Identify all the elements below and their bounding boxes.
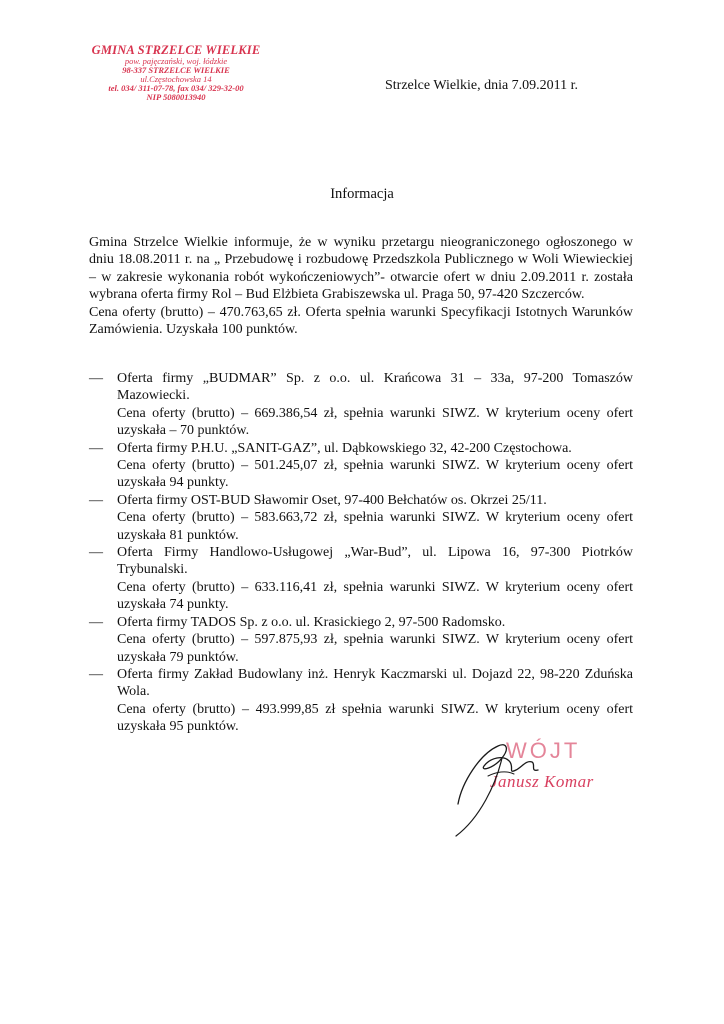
signature-name: Janusz Komar <box>490 772 594 791</box>
stamp-county: pow. pajęczański, woj. łódzkie <box>124 56 228 67</box>
offer-dash: — <box>89 492 103 508</box>
offer-item <box>89 614 633 666</box>
offer-firm: Oferta firmy „BUDMAR” Sp. z o.o. ul. Krańcowa 31 – 33a, 97-200 Tomaszów Mazowiecki. <box>117 371 633 404</box>
document-heading: Informacja <box>330 186 394 202</box>
stamp-postcode: 98-337 STRZELCE WIELKIE <box>122 65 230 76</box>
offer-detail: Cena oferty (brutto) – 669.386,54 zł, spełnia warunki SIWZ. W kryterium oceny ofert uzyskała – 70 punktów. <box>117 405 633 439</box>
letterhead-stamp <box>86 44 266 102</box>
intro-paragraph: Gmina Strzelce Wielkie informuje, że w wyniku przetargu nieograniczonego ogłoszonego w dniu 18.08.2011 r. na „ Przebudowę i rozbudowę Przedszkola Publicznego w Woli Wiewieckiej – w zakresie wykonania robót wykończeniowych”- otwarcie ofert w dniu 2.09.2011 r. została wybrana oferta firmy Rol – Bud Elżbieta Grabiszewska ul. Praga 50, 97-420 Szczerców. <box>89 235 633 303</box>
intro-section <box>89 234 633 338</box>
offer-detail: Cena oferty (brutto) – 501.245,07 zł, spełnia warunki SIWZ. W kryterium oceny ofert uzyskała 94 punkty. <box>117 458 633 491</box>
offer-dash: — <box>89 545 103 561</box>
offer-dash: — <box>89 666 103 682</box>
offer-item <box>89 544 633 614</box>
offer-detail: Cena oferty (brutto) – 633.116,41 zł, spełnia warunki SIWZ. W kryterium oceny ofert uzyskała 74 punkty. <box>117 579 633 613</box>
offer-dash: — <box>89 614 103 630</box>
offer-item <box>89 666 633 736</box>
signature-block <box>440 732 640 842</box>
offer-item <box>89 370 633 440</box>
offer-detail: Cena oferty (brutto) – 597.875,93 zł, spełnia warunki SIWZ. W kryterium oceny ofert uzyskała 79 punktów. <box>117 632 633 665</box>
handwritten-signature-icon <box>440 732 640 842</box>
offer-firm: Oferta firmy TADOS Sp. z o.o. ul. Krasickiego 2, 97-500 Radomsko. <box>117 614 506 630</box>
offer-firm: Oferta firmy Zakład Budowlany inż. Henryk Kaczmarski ul. Dojazd 22, 98-220 Zduńska Wola. <box>117 666 633 700</box>
signature-title: WÓJT <box>506 738 581 763</box>
winning-offer-paragraph: Cena oferty (brutto) – 470.763,65 zł. Oferta spełnia warunki Specyfikacji Istotnych Warunków Zamówienia. Uzyskała 100 punktów. <box>89 304 633 338</box>
stamp-title: GMINA STRZELCE WIELKIE <box>91 43 261 57</box>
offer-firm: Oferta firmy P.H.U. „SANIT-GAZ”, ul. Dąbkowskiego 32, 42-200 Częstochowa. <box>117 440 572 456</box>
stamp-nip: NIP 5080013940 <box>146 91 206 102</box>
offer-detail: Cena oferty (brutto) – 493.999,85 zł spełnia warunki SIWZ. W kryterium oceny ofert uzyskała 95 punktów. <box>117 701 633 735</box>
offer-dash: — <box>89 440 103 456</box>
stamp-phone: tel. 034/ 311-07-78, fax 034/ 329-32-00 <box>108 82 244 93</box>
offer-detail: Cena oferty (brutto) – 583.663,72 zł, spełnia warunki SIWZ. W kryterium oceny ofert uzyskała 81 punktów. <box>117 510 633 543</box>
stamp-street: ul.Częstochowska 14 <box>140 73 212 84</box>
offer-item <box>89 440 633 492</box>
date-line: Strzelce Wielkie, dnia 7.09.2011 r. <box>385 78 579 93</box>
offer-dash: — <box>89 371 103 386</box>
offer-firm: Oferta Firmy Handlowo-Usługowej „War-Bud”, ul. Lipowa 16, 97-300 Piotrków Trybunalski. <box>117 545 633 578</box>
offers-list <box>89 370 633 736</box>
offer-firm: Oferta firmy OST-BUD Sławomir Oset, 97-400 Bełchatów os. Okrzei 25/11. <box>117 492 547 508</box>
offer-item <box>89 492 633 544</box>
